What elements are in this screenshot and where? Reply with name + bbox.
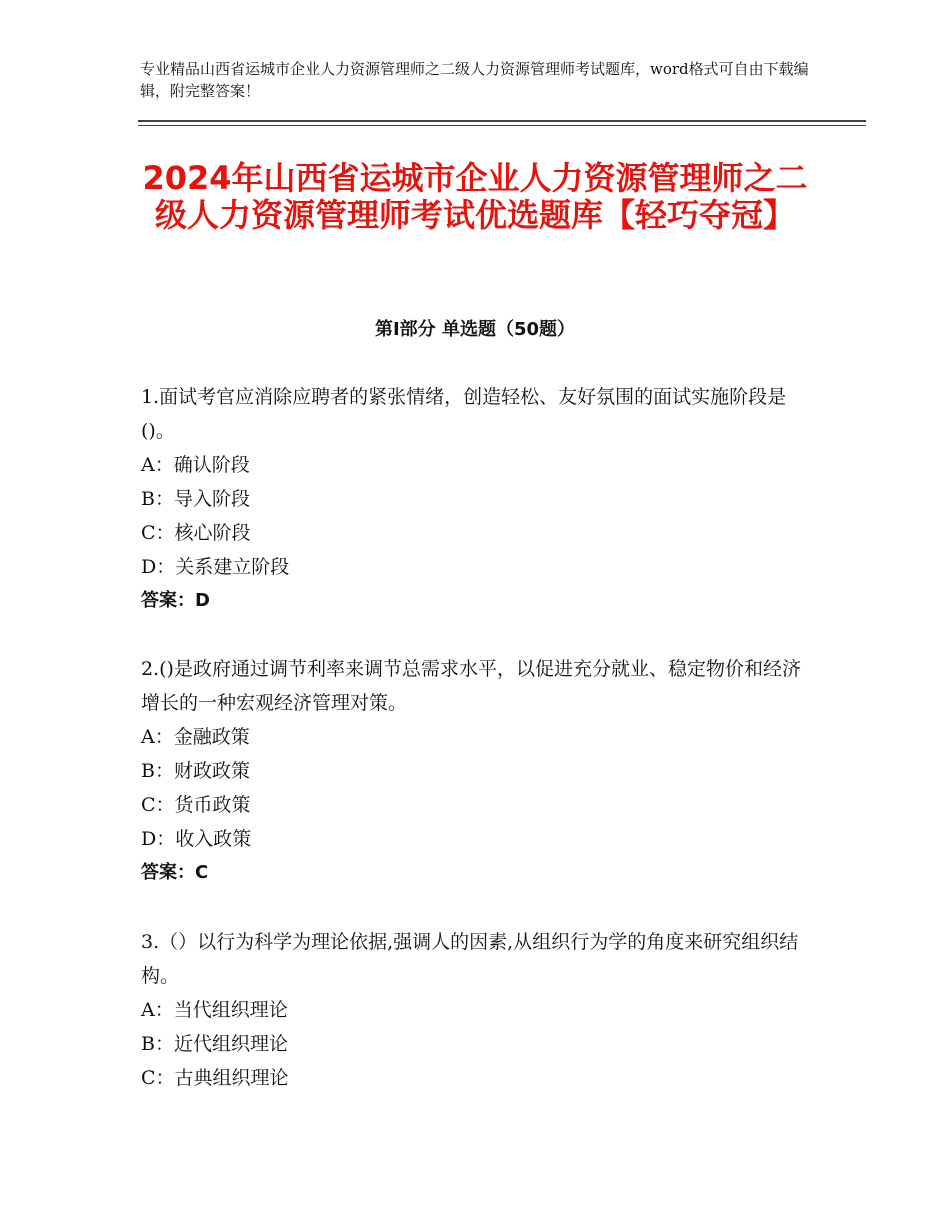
option-c: C：货币政策	[141, 794, 251, 816]
header-divider	[138, 120, 866, 126]
option-b: B：近代组织理论	[141, 1033, 288, 1055]
option-b: B：财政政策	[141, 760, 250, 782]
option-a: A：确认阶段	[141, 454, 250, 476]
option-c: C：核心阶段	[141, 522, 251, 544]
option-b: B：导入阶段	[141, 488, 250, 510]
question-2	[141, 652, 811, 890]
option-a: A：当代组织理论	[141, 999, 288, 1021]
question-1	[141, 380, 811, 618]
header-note: 专业精品山西省运城市企业人力资源管理师之二级人力资源管理师考试题库，word格式可自由下载编辑，附完整答案！	[140, 60, 809, 100]
option-d: D：收入政策	[141, 828, 252, 850]
question-stem: 1.面试考官应消除应聘者的紧张情绪，创造轻松、友好氛围的面试实施阶段是()。	[141, 386, 787, 442]
option-a: A：金融政策	[141, 726, 250, 748]
answer: 答案：D	[141, 590, 210, 611]
option-d: D：关系建立阶段	[141, 556, 290, 578]
question-stem: 3.（）以行为科学为理论依据,强调人的因素,从组织行为学的角度来研究组织结构。	[141, 931, 799, 987]
answer: 答案：C	[141, 862, 209, 883]
option-c: C：古典组织理论	[141, 1067, 289, 1089]
section-title: 第Ⅰ部分 单选题（50题）	[374, 319, 575, 340]
document-title: 2024年山西省运城市企业人力资源管理师之二级人力资源管理师考试优选题库【轻巧夺冠】	[142, 159, 808, 234]
question-stem: 2.()是政府通过调节利率来调节总需求水平，以促进充分就业、稳定物价和经济增长的一种宏观经济管理对策。	[141, 658, 801, 714]
question-3	[141, 925, 811, 1095]
